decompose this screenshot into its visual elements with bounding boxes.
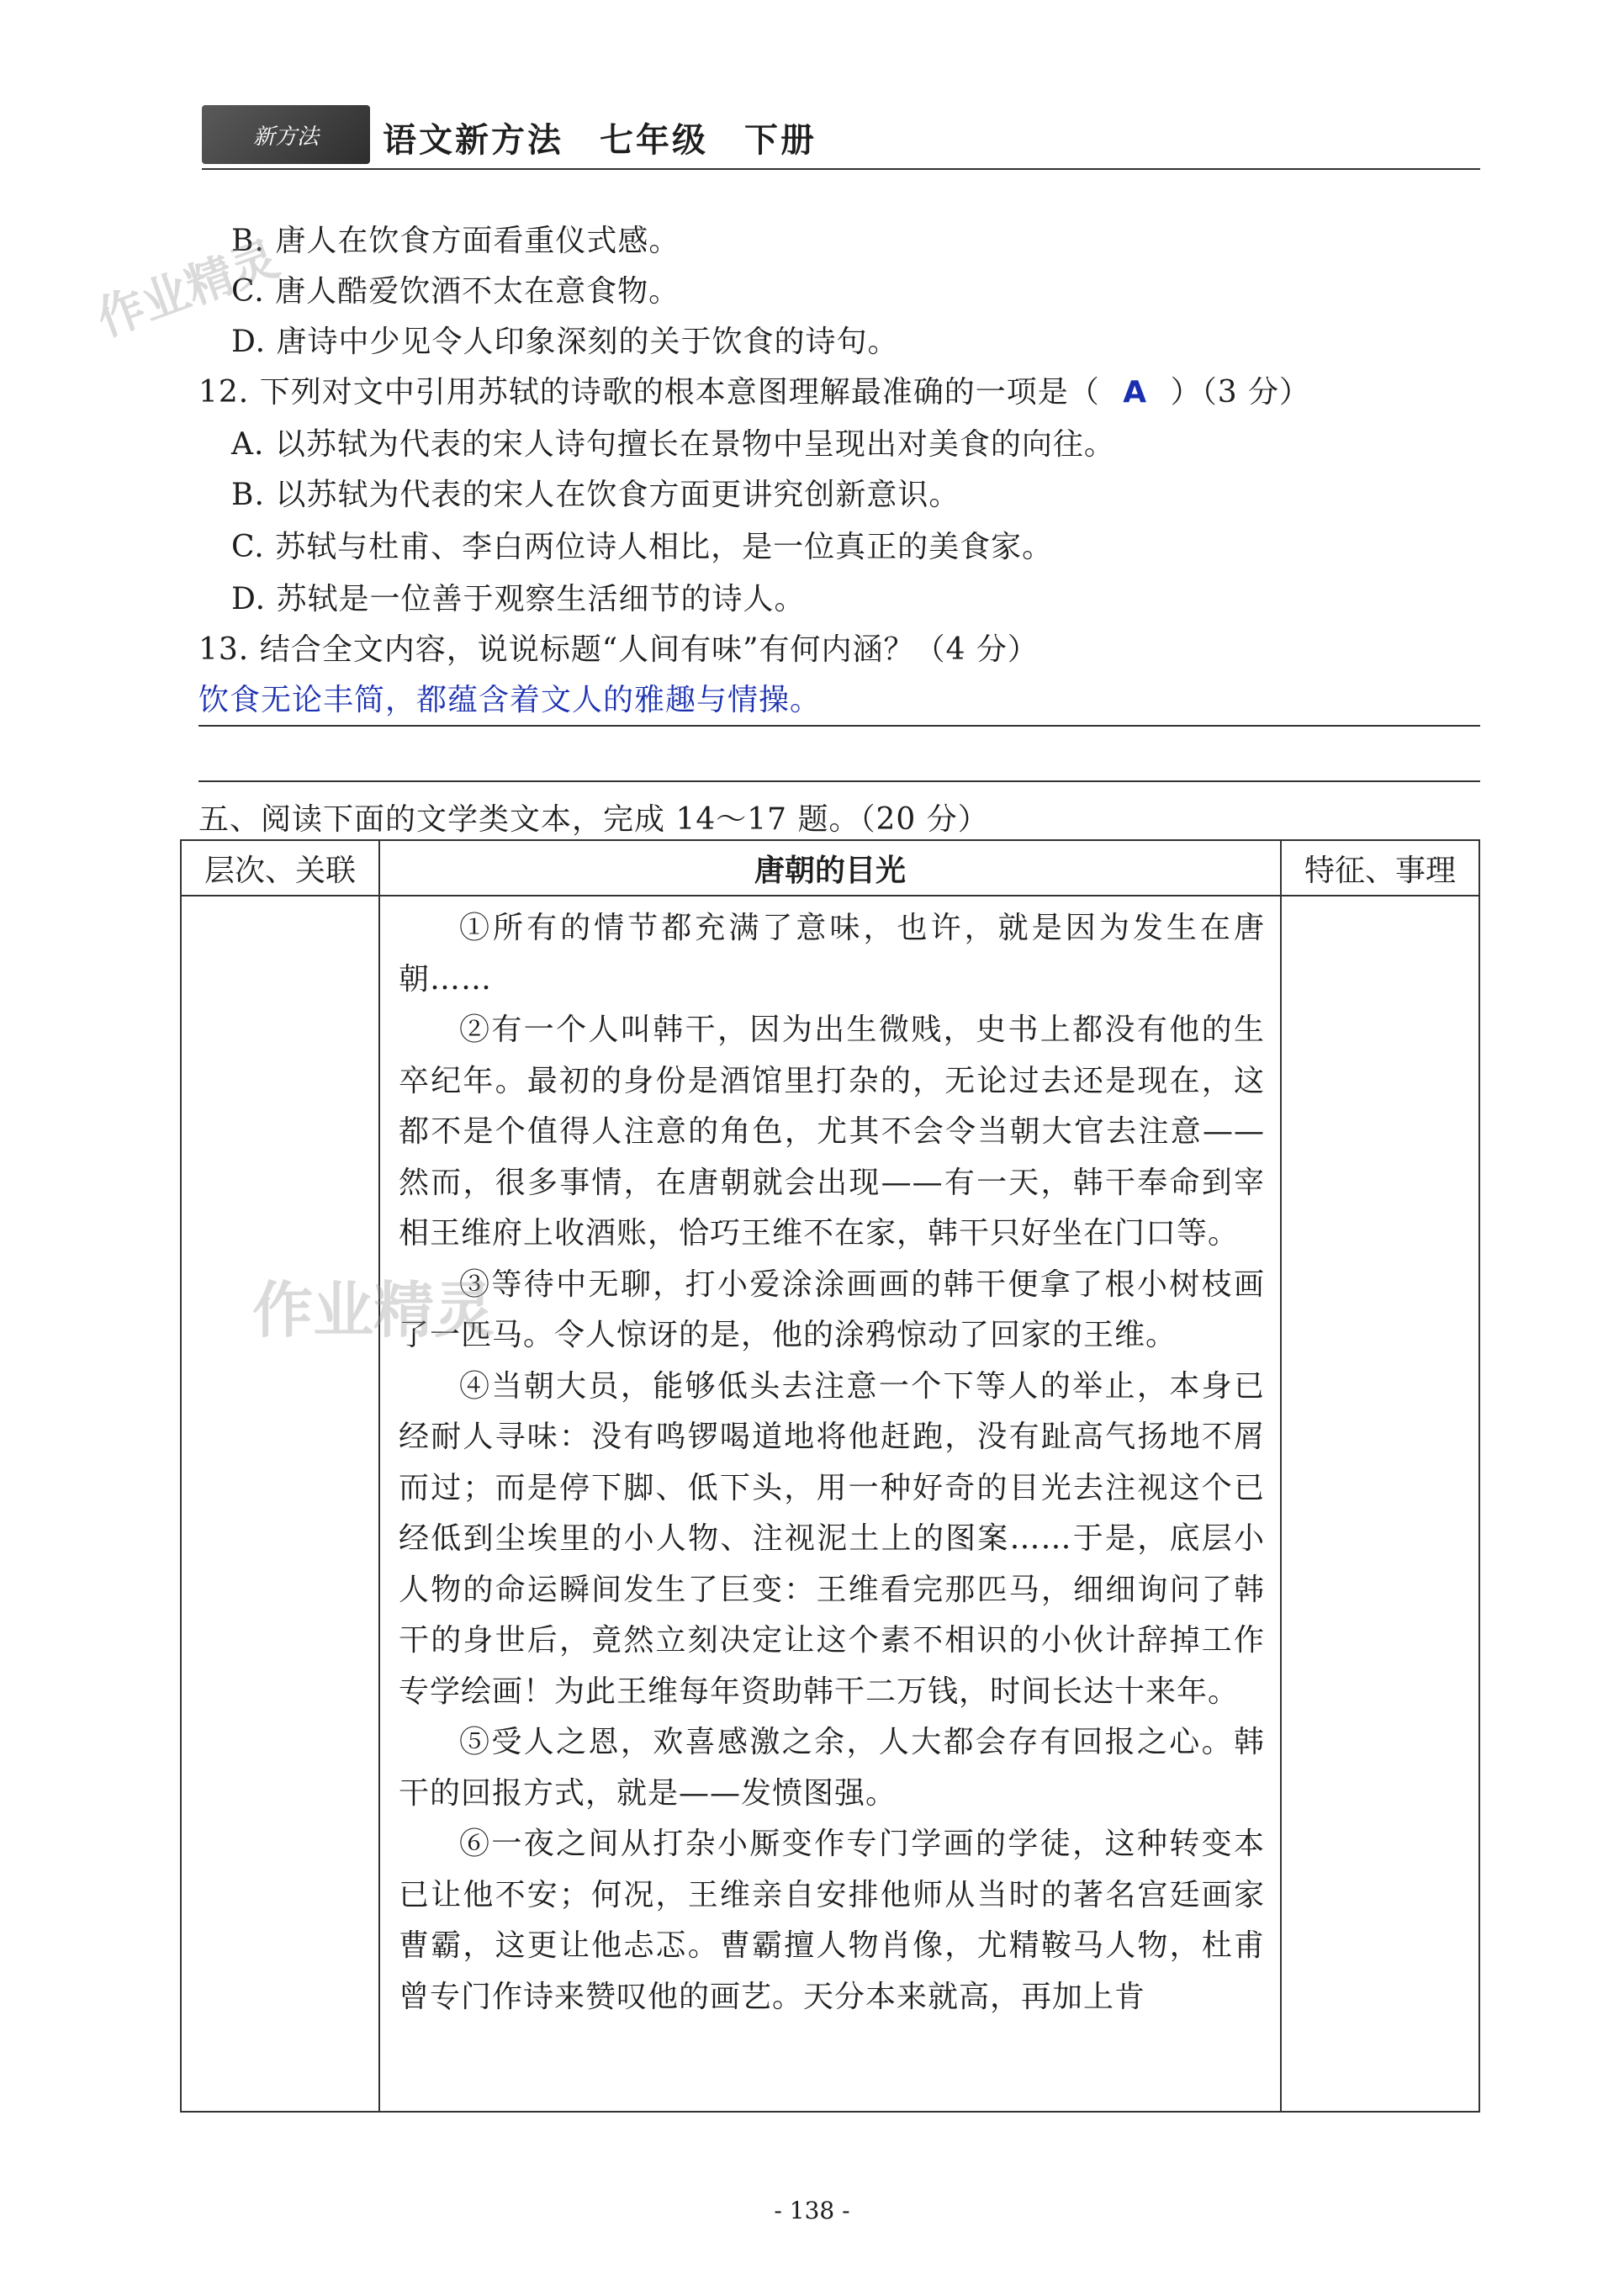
- question-12-stem: [198, 368, 1310, 411]
- answer-line-2: [198, 780, 1480, 782]
- passage-body: [379, 896, 1281, 2112]
- answer-line-1: [198, 725, 1480, 727]
- paragraph-6: ⑥一夜之间从打杂小厮变作专门学画的学徒，这种转变本已让他不安；何况，王维亲自安排他师从当时的著名宫廷画家曹霸，这更让他忐忑。曹霸擅人物肖像，尤精鞍马人物，杜甫曾专门作诗来赞叹他的画艺。天分本来就高，再加上肯: [399, 1827, 1265, 2014]
- prev-option-b: B. 唐人在饮食方面看重仪式感。: [231, 224, 680, 258]
- q12-stem-after: ）（3 分）: [1170, 375, 1311, 410]
- q12-option-b: B. 以苏轼为代表的宋人在饮食方面更讲究创新意识。: [231, 478, 960, 512]
- q12-answer: A: [1123, 375, 1148, 410]
- page-header: [202, 105, 1480, 172]
- page-number: - 138 -: [774, 2197, 850, 2224]
- column-right-header: 特征、事理: [1281, 840, 1479, 896]
- paragraph-4: ④当朝大员，能够低头去注意一个下等人的举止，本身已经耐人寻味：没有鸣锣喝道地将他赶跑，没有趾高气扬地不屑而过；而是停下脚、低下头，用一种好奇的目光去注视这个已经低到尘埃里的小人物、注视泥土上的图案……于是，底层小人物的命运瞬间发生了巨变：王维看完那匹马，细细询问了韩干的身世后，竟然立刻决定让这个素不相识的小伙计辞掉工作专学绘画！为此王维每年资助韩干二万钱，时间长达十来年。: [399, 1368, 1265, 1709]
- passage-title: 唐朝的目光: [379, 840, 1281, 896]
- prev-option-d: D. 唐诗中少见令人印象深刻的关于饮食的诗句。: [231, 325, 899, 359]
- q12-option-d: D. 苏轼是一位善于观察生活细节的诗人。: [231, 582, 806, 616]
- annotation-column-right: [1281, 896, 1479, 2112]
- watermark-middle: 作业精灵: [252, 1275, 495, 1346]
- section-5-heading: 五、阅读下面的文学类文本，完成 14～17 题。（20 分）: [198, 802, 989, 837]
- paragraph-3: ③等待中无聊，打小爱涂涂画画的韩干便拿了根小树枝画了一匹马。令人惊讶的是，他的涂鸦惊动了回家的王维。: [399, 1267, 1265, 1352]
- paragraph-1: ①所有的情节都充满了意味，也许，就是因为发生在唐朝……: [399, 911, 1265, 997]
- column-left-header: 层次、关联: [181, 840, 379, 896]
- header-divider: [202, 168, 1480, 170]
- book-logo: [202, 105, 370, 164]
- annotation-column-left: [181, 896, 379, 2112]
- reading-table: [180, 839, 1480, 2113]
- q12-option-a: A. 以苏轼为代表的宋人诗句擅长在景物中呈现出对美食的向往。: [231, 427, 1115, 462]
- book-title: 语文新方法 七年级 下册: [383, 120, 817, 160]
- logo-text: 新方法: [252, 124, 319, 150]
- prev-option-c: C. 唐人酷爱饮酒不太在意食物。: [231, 274, 680, 309]
- q13-answer: 饮食无论丰简，都蕴含着文人的雅趣与情操。: [198, 683, 822, 717]
- paragraph-5: ⑤受人之恩，欢喜感激之余，人大都会存有回报之心。韩干的回报方式，就是——发愤图强。: [399, 1725, 1265, 1811]
- watermark-top: 作业精灵: [90, 231, 286, 348]
- q12-stem-before: 12. 下列对文中引用苏轼的诗歌的根本意图理解最准确的一项是（: [198, 375, 1100, 410]
- question-13-stem: 13. 结合全文内容，说说标题“人间有味”有何内涵？（4 分）: [198, 632, 1039, 667]
- q12-option-c: C. 苏轼与杜甫、李白两位诗人相比，是一位真正的美食家。: [231, 530, 1054, 564]
- paragraph-2: ②有一个人叫韩干，因为出生微贱，史书上都没有他的生卒纪年。最初的身份是酒馆里打杂的，无论过去还是现在，这都不是个值得人注意的角色，尤其不会令当朝大官去注意——然而，很多事情，在唐朝就会出现——有一天，韩干奉命到宰相王维府上收酒账，恰巧王维不在家，韩干只好坐在门口等。: [399, 1013, 1265, 1251]
